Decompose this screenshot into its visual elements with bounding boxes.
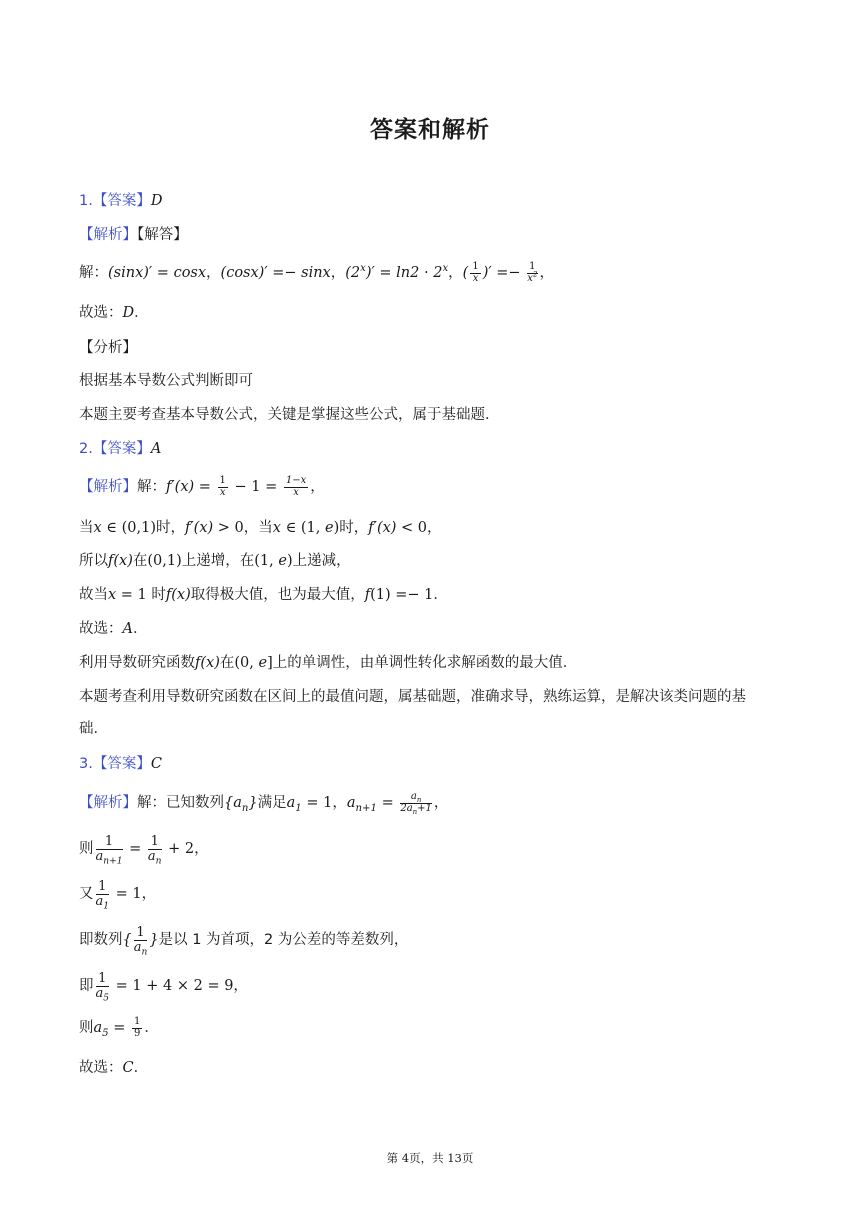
q2-text-zai: 在: [132, 553, 148, 569]
q2-text-shi2: 时，: [339, 520, 369, 536]
q2-ineq-pos: f′(x) > 0: [185, 520, 244, 536]
q3-text-arith: 是以 1 为首项，2 为公差的等差数列，: [158, 932, 409, 949]
q3-a5-formula: $a_5$ = $\frac{1}{9}$ ．: [93, 1016, 159, 1039]
q3-analysis-tag: 【解析】: [79, 795, 137, 811]
q2-ineq-neg: f′(x) < 0: [368, 520, 428, 536]
q2-text-suoyi: 所以: [79, 553, 108, 569]
q2-answer: A: [150, 441, 162, 457]
q2-interval-3: (0,1): [147, 553, 182, 569]
q3-a5-line: [79, 1017, 159, 1039]
q3-a1-eq-1: $a_1 = 1$，$a_{n+1}$ = $\frac{a_n}{2a_n+1}$ ，: [286, 791, 449, 816]
q3-recip-line: [79, 834, 209, 867]
q2-max-line: 故当x = 1 时f(x)取得极大值，也为最大值，f(1) =− 1．: [79, 587, 448, 603]
q3-text-manzu: 满足: [257, 795, 287, 811]
q2-text-down: 上递减，: [292, 553, 351, 569]
q1-choose-line: 故选：D．: [79, 305, 149, 321]
q3-seq: $\{a_n\}$: [224, 795, 258, 814]
q2-interval-2: x ∈ (1, e): [272, 520, 340, 536]
q3-a5-recip-formula: $\frac{1}{a_5}$ = 1 + 4 × 2 = 9，: [95, 971, 248, 1004]
q3-a5-recip-line: [79, 971, 248, 1004]
q3-recip-formula: $\frac{1}{a_{n+1}}$ = $\frac{1}{a_n}$ + 2，: [95, 834, 209, 867]
q2-summary-1: 本题考查利用导数研究函数在区间上的最值问题，属基础题，准确求导，熟练运算，是解决该类问题的基: [79, 689, 746, 705]
q1-fenxi-tag: 【分析】: [79, 340, 137, 356]
q2-derivative-formula: f′(x) = $\frac{1}{x}$ − 1 = $\frac{1-x}{x}$ ，: [166, 475, 325, 498]
q2-interval-4: (1, e): [254, 553, 293, 569]
q2-text-shi: 时，: [156, 520, 186, 536]
q1-sol-prefix: 解：: [79, 265, 108, 281]
q2-choose-value: A: [122, 621, 133, 637]
q2-monotonic-line: [79, 517, 442, 539]
q3-answer-tag: 【答案】: [92, 756, 151, 772]
q1-choose-label: 故选：: [79, 305, 123, 321]
q2-text-comma2: ，: [427, 520, 442, 536]
q3-choose-label: 故选：: [79, 1060, 123, 1076]
q2-analysis-tag: 【解析】: [79, 479, 137, 495]
q2-f1-value: f(1) =− 1: [364, 587, 434, 603]
page-footer: 第 4页，共 13页: [386, 1151, 474, 1165]
q2-text-dang2: 当: [258, 520, 273, 536]
q1-summary: 本题主要考查基本导数公式，关键是掌握这些公式，属于基础题．: [79, 407, 500, 423]
q2-derivative-line: [79, 476, 325, 498]
q1-number: 1.: [79, 193, 93, 209]
q2-choose-label: 故选：: [79, 621, 123, 637]
q1-solution-line: [79, 262, 554, 284]
q2-text-up: 上递增，在: [181, 553, 255, 569]
q2-x-eq-1: x = 1: [108, 587, 147, 603]
q3-text-ze2: 则: [79, 1020, 94, 1036]
q3-text-ji: 即: [79, 978, 94, 995]
q2-method-text2: 在: [219, 655, 235, 671]
q1-solution-tag: 【解答】: [137, 227, 188, 243]
q2-text-dang: 当: [79, 520, 94, 536]
q3-number: 3.: [79, 756, 93, 772]
q1-analysis-tag: 【解析】: [79, 227, 137, 243]
q2-summary-2: 础．: [79, 721, 108, 737]
q1-answer: D: [150, 193, 163, 209]
q2-text-shi3: 时: [146, 587, 166, 603]
q2-text-comma: ，: [243, 520, 259, 536]
q1-answer-line: [79, 190, 162, 212]
q1-choose-value: D: [122, 305, 135, 321]
q3-text-jishu: 即数列: [79, 932, 123, 949]
q1-fenxi-text: 根据基本导数公式判断即可: [79, 373, 253, 389]
q2-sol-prefix: 解：: [137, 479, 166, 495]
q2-fx: f(x): [108, 553, 133, 569]
q3-given-line: [79, 792, 448, 814]
q3-recip-seq: { $\frac{1}{a_n}$ }: [122, 925, 159, 958]
q3-text-you: 又: [79, 886, 94, 903]
q2-method-text3: 上的单调性，由单调性转化求解函数的最大值．: [272, 655, 578, 671]
q1-answer-tag: 【答案】: [92, 193, 151, 209]
q3-answer-line: [79, 753, 162, 775]
q2-interval-5: (0, e]: [234, 655, 273, 671]
q3-arith-line: [79, 925, 409, 958]
q2-answer-tag: 【答案】: [92, 441, 151, 457]
page-title: 答案和解析: [370, 117, 490, 143]
q2-method-text1: 利用导数研究函数: [79, 655, 195, 671]
q3-sol-prefix: 解：已知数列: [137, 795, 224, 811]
q2-fx2: f(x): [165, 587, 191, 603]
q3-choose-line: 故选：C．: [79, 1060, 149, 1076]
q2-choose-line: 故选：A．: [79, 621, 148, 637]
q3-text-ze: 则: [79, 841, 94, 858]
q2-text-guodang: 故当: [79, 587, 108, 603]
q2-answer-line: [79, 438, 161, 460]
q2-increase-line: [79, 550, 351, 572]
q3-initial-formula: $\frac{1}{a_1}$ = 1，: [95, 879, 157, 912]
q2-text-qude: 取得极大值，也为最大值，: [190, 587, 365, 603]
q2-interval-1: x ∈ (0,1): [93, 520, 157, 536]
q1-analysis-line: [79, 224, 188, 246]
q2-number: 2.: [79, 441, 93, 457]
q2-method-line: [79, 652, 577, 674]
q3-choose-value: C: [122, 1060, 134, 1076]
q1-formula: (sinx)′ = cosx，(cosx)′ =− sinx，$(2^x)' = \ln 2 \cdot 2^x$，( $\frac{1}{x}$ )′ =− $\frac{1}{x^2}$ ，: [108, 261, 555, 284]
q2-fx3: f(x): [195, 655, 220, 671]
q3-initial-line: [79, 879, 157, 912]
q3-answer: C: [150, 756, 162, 772]
